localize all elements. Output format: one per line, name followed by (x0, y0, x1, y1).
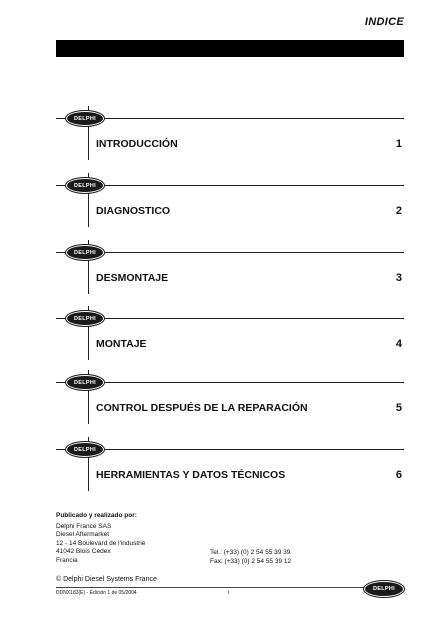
toc-divider (56, 185, 404, 186)
contact-numbers (210, 549, 291, 566)
phone-number: Tel.: (+33) (0) 2 54 55 39 39 (210, 549, 291, 556)
fax-number: Fax: (+33) (0) 2 54 55 39 12 (210, 557, 292, 565)
toc-label[interactable]: DIAGNOSTICO (96, 205, 171, 217)
toc-entry-4[interactable] (0, 300, 439, 360)
footer-page-number: i (228, 590, 230, 596)
delphi-logo-icon: DELPHI (66, 375, 104, 390)
toc-divider (56, 449, 404, 450)
toc-divider (56, 318, 404, 319)
toc-page-number: 6 (395, 469, 402, 481)
toc-entry-2[interactable] (0, 167, 439, 227)
publisher-line: 12 - 14 Boulevard de l'industrie (56, 539, 146, 547)
toc-page-number: 3 (395, 272, 402, 284)
copyright: © Delphi Diesel Systems France (56, 576, 157, 583)
toc-page-number: 4 (395, 338, 402, 350)
publisher-heading: Publicado y realizado por: (56, 512, 137, 519)
publisher-line: Francia (56, 556, 78, 564)
toc-label[interactable]: DESMONTAJE (96, 272, 169, 284)
publisher-line: Diesel Aftermarket (56, 531, 110, 539)
delphi-logo-icon: DELPHI (66, 311, 104, 326)
toc-entry-6[interactable] (0, 431, 439, 491)
publisher-info (56, 512, 145, 566)
toc-entry-5[interactable] (0, 364, 439, 424)
toc-divider (56, 252, 404, 253)
toc-page-number: 2 (395, 205, 402, 217)
delphi-logo-icon: DELPHI (66, 178, 104, 193)
toc-label[interactable]: CONTROL DESPUÉS DE LA REPARACIÓN (96, 402, 308, 414)
delphi-logo-icon: DELPHI (66, 442, 104, 457)
toc-label[interactable]: INTRODUCCIÓN (96, 138, 178, 150)
toc-page-number: 1 (395, 138, 402, 150)
document-reference: DDNX183(E) - Edición 1 de 05/2004 (56, 590, 137, 596)
toc-label[interactable]: MONTAJE (96, 338, 147, 350)
delphi-logo-icon: DELPHI (66, 111, 104, 126)
toc-entry-3[interactable] (0, 234, 439, 294)
toc-label[interactable]: HERRAMIENTAS Y DATOS TÉCNICOS (96, 469, 286, 481)
publisher-line: 41042 Blois Cedex (56, 548, 111, 556)
page-title: INDICE (364, 16, 404, 28)
footer-divider (56, 587, 404, 588)
toc-page-number: 5 (395, 402, 402, 414)
publisher-line: Delphi France SAS (56, 522, 112, 530)
toc-entry-1[interactable] (0, 100, 439, 160)
toc-divider (56, 118, 404, 119)
toc-divider (56, 382, 404, 383)
delphi-logo-icon: DELPHI (66, 245, 104, 260)
delphi-footer-logo-icon: DELPHI (364, 581, 404, 597)
